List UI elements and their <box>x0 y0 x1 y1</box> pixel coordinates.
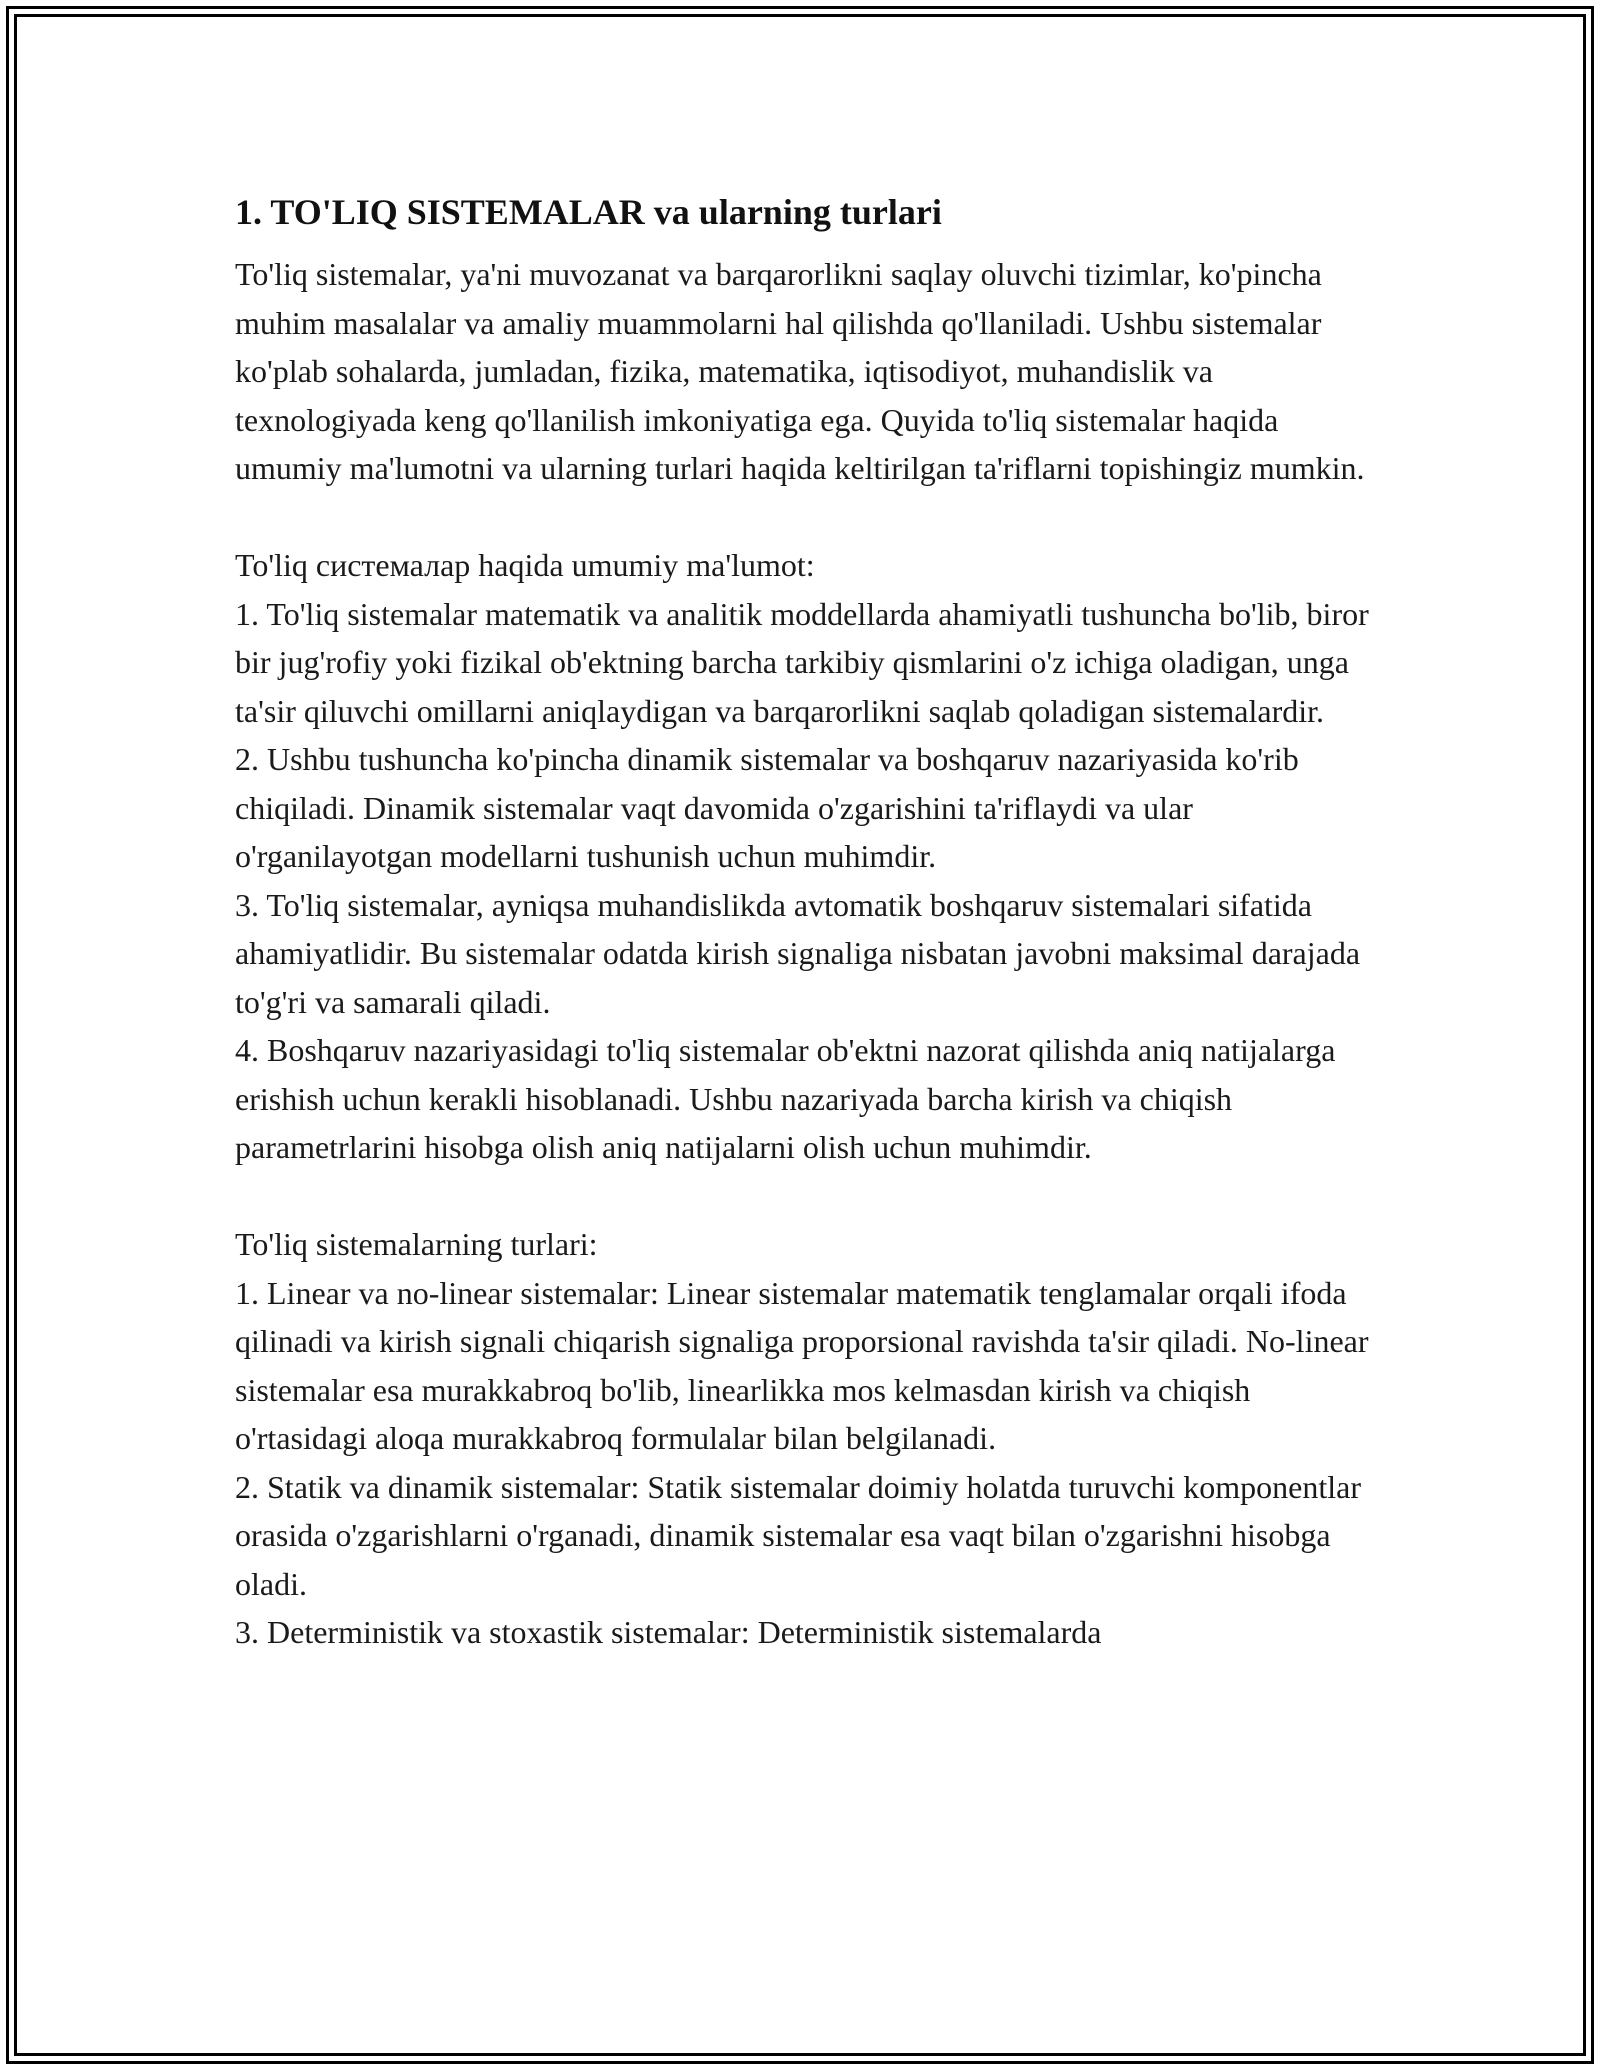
types-item-3: 3. Deterministik va stoxastik sistemalar: Deterministik sistemalarda <box>235 1614 1102 1650</box>
types-heading: To'liq sistemalarning turlari: <box>235 1226 598 1262</box>
general-info-item-2: 2. Ushbu tushuncha ko'pincha dinamik sistemalar va boshqaruv nazariyasida ko'rib chiqiladi. Dinamik sistemalar vaqt davomida o'zgarishini ta'riflaydi va ular o'rganilayotgan modellarni tushunish uchun muhimdir. <box>235 741 1299 874</box>
general-info-heading: To'liq системалар haqida umumiy ma'lumot: <box>235 547 815 583</box>
general-info-item-1: 1. To'liq sistemalar matematik va analitik moddellarda ahamiyatli tushuncha bo'lib, biror bir jug'rofiy yoki fizikal ob'ektning barcha tarkibiy qismlarini o'z ichiga oladigan, unga ta'sir qiluvchi omillarni aniqlaydigan va barqarorlikni saqlab qoladigan sistemalardir. <box>235 595 1369 729</box>
general-info-section <box>235 541 1375 1172</box>
general-info-item-3: 3. To'liq sistemalar, ayniqsa muhandislikda avtomatik boshqaruv sistemalari sifatida ahamiyatlidir. Bu sistemalar odatda kirish signaliga nisbatan javobni maksimal darajada to'g'ri va samarali qiladi. <box>235 886 1361 1020</box>
types-item-1: 1. Linear va no-linear sistemalar: Linear sistemalar matematik tenglamalar orqali ifoda qilinadi va kirish signali chiqarish signaliga proporsional ravishda ta'sir qiladi. No-linear sistemalar esa murakkabroq bo'lib, linearlikka mos kelmasdan kirish va chiqish o'rtasidagi aloqa murakkabroq formulalar bilan belgilanadi. <box>235 1274 1369 1456</box>
document-title: 1. TO'LIQ SISTEMALAR va ularning turlari <box>235 192 942 232</box>
general-info-item-4: 4. Boshqaruv nazariyasidagi to'liq sistemalar ob'ektni nazorat qilishda aniq natijalarga erishish uchun kerakli hisoblanadi. Ushbu nazariyada barcha kirish va chiqish parametrlarini hisobga olish aniq natijalarni olish uchun muhimdir. <box>235 1032 1336 1165</box>
types-section <box>235 1220 1375 1657</box>
document-body <box>235 188 1375 1657</box>
types-item-2: 2. Statik va dinamik sistemalar: Statik sistemalar doimiy holatda turuvchi komponentlar orasida o'zgarishlarni o'rganadi, dinamik sistemalar esa vaqt bilan o'zgarishni hisobga oladi. <box>235 1468 1362 1602</box>
intro-paragraph: To'liq sistemalar, ya'ni muvozanat va barqarorlikni saqlay oluvchi tizimlar, ko'pincha muhim masalalar va amaliy muammolarni hal qilishda qo'llaniladi. Ushbu sistemalar ko'plab sohalarda, jumladan, fizika, matematika, iqtisodiyot, muhandislik va texnologiyada keng qo'llanilish imkoniyatiga ega. Quyida to'liq sistemalar haqida umumiy ma'lumotni va ularning turlari haqida keltirilgan ta'riflarni topishingiz mumkin. <box>235 256 1365 486</box>
